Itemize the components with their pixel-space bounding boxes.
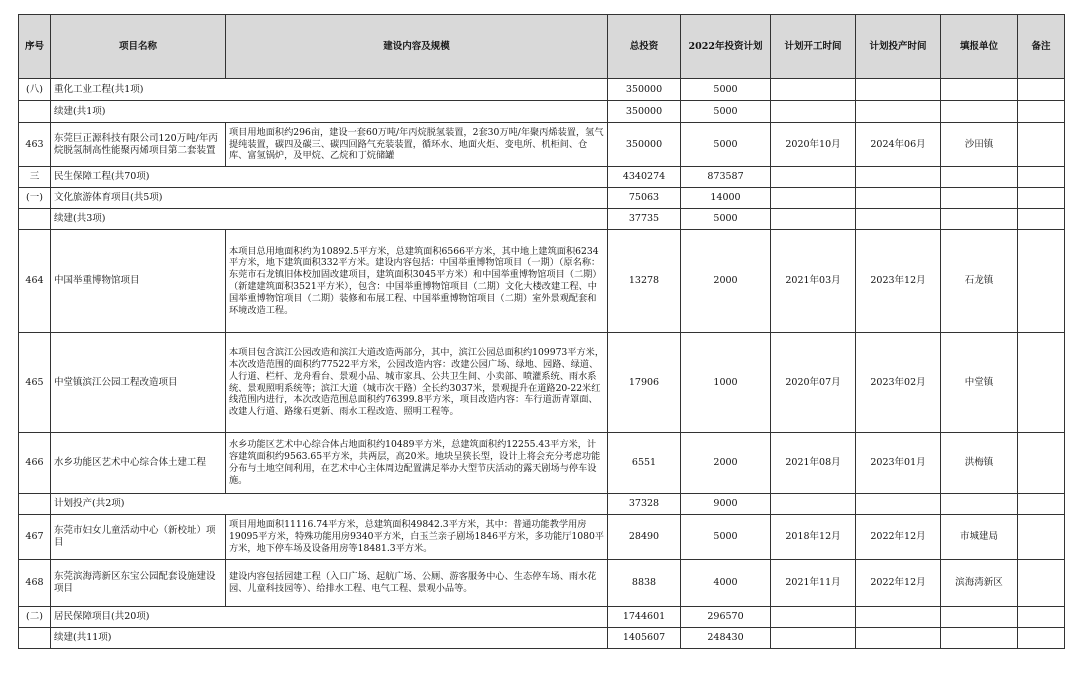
cell-finish: [856, 607, 941, 628]
table-row: [19, 433, 1065, 494]
cell-plan: 248430: [681, 628, 771, 649]
table-row: [19, 209, 1065, 230]
cell-finish: 2022年12月: [856, 560, 941, 607]
cell-plan: 4000: [681, 560, 771, 607]
cell-name: 东莞巨正源科技有限公司120万吨/年丙烷脱氢制高性能聚丙烯项目第二套装置: [51, 123, 226, 167]
cell-note: [1018, 188, 1065, 209]
cell-total: 28490: [608, 515, 681, 560]
cell-name: 居民保障项目(共20项): [51, 607, 608, 628]
table-row: [19, 607, 1065, 628]
cell-note: [1018, 607, 1065, 628]
cell-content: 建设内容包括园建工程（入口广场、起航广场、公厕、游客服务中心、生态停车场、雨水花园、儿童科技园等）、给排水工程、电气工程、景观小品等。: [226, 560, 608, 607]
cell-finish: [856, 101, 941, 123]
table-row: [19, 188, 1065, 209]
table-row: [19, 101, 1065, 123]
cell-plan: 5000: [681, 515, 771, 560]
cell-finish: 2023年02月: [856, 333, 941, 433]
cell-plan: 2000: [681, 230, 771, 333]
cell-note: [1018, 560, 1065, 607]
table-row: [19, 230, 1065, 333]
cell-plan: 1000: [681, 333, 771, 433]
cell-note: [1018, 209, 1065, 230]
header-finish: 计划投产时间: [856, 15, 941, 79]
cell-finish: [856, 209, 941, 230]
cell-content: 项目用地面积约296亩，建设一套60万吨/年丙烷脱氢装置，2套30万吨/年聚丙烯装置，氢气提纯装置，碳四及碳三、碳四回路气充装装置，循环水、地面火炬、变电所、机柜间、仓库、富氢锅炉，及甲烷、乙烷和丁烷储罐: [226, 123, 608, 167]
cell-total: 350000: [608, 101, 681, 123]
cell-total: 350000: [608, 123, 681, 167]
table-row: [19, 333, 1065, 433]
cell-unit: [941, 607, 1018, 628]
table-row: [19, 79, 1065, 101]
table-row: [19, 494, 1065, 515]
cell-total: 6551: [608, 433, 681, 494]
cell-plan: 5000: [681, 79, 771, 101]
cell-total: 8838: [608, 560, 681, 607]
cell-finish: [856, 167, 941, 188]
cell-start: [771, 101, 856, 123]
cell-seq: 三: [19, 167, 51, 188]
cell-finish: [856, 494, 941, 515]
cell-content: 本项目总用地面积约为10892.5平方米，总建筑面积6566平方米，其中地上建筑面积6234平方米，地下建筑面积332平方米。建设内容包括：中国举重博物馆项目（一期）（原名称：东莞市石龙镇旧体校加固改建项目，建筑面积3045平方米）和中国举重博物馆项目（二期）（新建建筑面积3521平方米），包含：中国举重博物馆项目（二期）文化大楼改建工程、中国举重博物馆项目（二期）装修和布展工程、中国举重博物馆项目（二期）室外景观配套和环境改造工程。: [226, 230, 608, 333]
cell-start: 2018年12月: [771, 515, 856, 560]
cell-total: 37328: [608, 494, 681, 515]
table-row: [19, 167, 1065, 188]
cell-name: 水乡功能区艺术中心综合体土建工程: [51, 433, 226, 494]
cell-start: 2021年03月: [771, 230, 856, 333]
header-plan2022: 2022年投资计划: [681, 15, 771, 79]
cell-total: 1744601: [608, 607, 681, 628]
cell-note: [1018, 494, 1065, 515]
cell-unit: [941, 79, 1018, 101]
cell-content: 项目用地面积11116.74平方米，总建筑面积49842.3平方米，其中：普通功能教学用房19095平方米，特殊功能用房9340平方米，白玉兰亲子剧场1846平方米，多功能厅1080平方米，地下停车场及设备用房等18481.3平方米。: [226, 515, 608, 560]
cell-plan: 5000: [681, 209, 771, 230]
cell-total: 350000: [608, 79, 681, 101]
cell-name: 续建(共11项): [51, 628, 608, 649]
cell-note: [1018, 515, 1065, 560]
cell-seq: [19, 209, 51, 230]
cell-finish: [856, 628, 941, 649]
header-content: 建设内容及规模: [226, 15, 608, 79]
table-row: [19, 515, 1065, 560]
table-row: [19, 628, 1065, 649]
table-row: [19, 560, 1065, 607]
cell-name: 民生保障工程(共70项): [51, 167, 608, 188]
cell-name: 计划投产(共2项): [51, 494, 608, 515]
cell-total: 13278: [608, 230, 681, 333]
cell-note: [1018, 333, 1065, 433]
cell-start: [771, 188, 856, 209]
header-seq: 序号: [19, 15, 51, 79]
cell-unit: [941, 101, 1018, 123]
cell-start: 2021年08月: [771, 433, 856, 494]
header-note: 备注: [1018, 15, 1065, 79]
cell-seq: [19, 628, 51, 649]
cell-plan: 14000: [681, 188, 771, 209]
cell-seq: [19, 101, 51, 123]
investment-table: [18, 14, 1065, 649]
cell-plan: 2000: [681, 433, 771, 494]
cell-unit: 中堂镇: [941, 333, 1018, 433]
cell-unit: 沙田镇: [941, 123, 1018, 167]
cell-seq: 466: [19, 433, 51, 494]
cell-name: 续建(共1项): [51, 101, 608, 123]
cell-finish: 2023年12月: [856, 230, 941, 333]
cell-unit: [941, 494, 1018, 515]
cell-seq: 464: [19, 230, 51, 333]
cell-note: [1018, 433, 1065, 494]
cell-note: [1018, 230, 1065, 333]
cell-finish: 2023年01月: [856, 433, 941, 494]
cell-start: [771, 628, 856, 649]
cell-unit: [941, 628, 1018, 649]
cell-unit: 洪梅镇: [941, 433, 1018, 494]
cell-total: 1405607: [608, 628, 681, 649]
cell-start: [771, 167, 856, 188]
cell-plan: 5000: [681, 123, 771, 167]
cell-name: 续建(共3项): [51, 209, 608, 230]
cell-plan: 9000: [681, 494, 771, 515]
cell-plan: 296570: [681, 607, 771, 628]
header-unit: 填报单位: [941, 15, 1018, 79]
cell-finish: 2024年06月: [856, 123, 941, 167]
cell-note: [1018, 101, 1065, 123]
cell-seq: [19, 494, 51, 515]
cell-unit: 石龙镇: [941, 230, 1018, 333]
cell-start: [771, 79, 856, 101]
cell-plan: 873587: [681, 167, 771, 188]
cell-seq: 465: [19, 333, 51, 433]
cell-seq: (一): [19, 188, 51, 209]
cell-name: 东莞市妇女儿童活动中心（新校址）项目: [51, 515, 226, 560]
cell-unit: [941, 167, 1018, 188]
cell-total: 4340274: [608, 167, 681, 188]
cell-name: 重化工业工程(共1项): [51, 79, 608, 101]
cell-start: 2020年07月: [771, 333, 856, 433]
cell-total: 75063: [608, 188, 681, 209]
cell-unit: [941, 188, 1018, 209]
cell-name: 中国举重博物馆项目: [51, 230, 226, 333]
cell-note: [1018, 167, 1065, 188]
cell-content: 本项目包含滨江公园改造和滨江大道改造两部分，其中，滨江公园总面积约109973平方米，本次改造范围的面积约77522平方米，公园改造内容：改建公园广场、绿地、园路、绿道、人行道、栏杆、龙舟看台、景观小品、城市家具、公共卫生间、小卖部、喷灌系统、雨水系统、景观照明系统等；滨江大道（城市次干路）全长约3037米，景观提升在道路20-22米红线范围内进行，本次改造范围总面积约76399.8平方米，项目改造内容：车行道沥青罩面、改建人行道、路缘石更新、雨水工程改造、照明工程等。: [226, 333, 608, 433]
cell-note: [1018, 79, 1065, 101]
cell-total: 37735: [608, 209, 681, 230]
cell-start: 2021年11月: [771, 560, 856, 607]
cell-finish: 2022年12月: [856, 515, 941, 560]
header-total: 总投资: [608, 15, 681, 79]
cell-note: [1018, 123, 1065, 167]
cell-unit: 市城建局: [941, 515, 1018, 560]
cell-seq: (八): [19, 79, 51, 101]
header-row: [19, 15, 1065, 79]
cell-seq: 463: [19, 123, 51, 167]
cell-content: 水乡功能区艺术中心综合体占地面积约10489平方米，总建筑面积约12255.43平方米，计容建筑面积约9563.65平方米，共两层，高20米。地块呈狭长型，设计上将会充分考虑功能分布与土地空间利用，在艺术中心主体周边配置满足举办大型节庆活动的露天剧场与停车设施。: [226, 433, 608, 494]
header-start: 计划开工时间: [771, 15, 856, 79]
cell-plan: 5000: [681, 101, 771, 123]
cell-start: [771, 494, 856, 515]
cell-unit: [941, 209, 1018, 230]
cell-seq: 467: [19, 515, 51, 560]
cell-total: 17906: [608, 333, 681, 433]
cell-start: 2020年10月: [771, 123, 856, 167]
cell-start: [771, 607, 856, 628]
cell-name: 文化旅游体育项目(共5项): [51, 188, 608, 209]
cell-name: 中堂镇滨江公园工程改造项目: [51, 333, 226, 433]
header-name: 项目名称: [51, 15, 226, 79]
cell-finish: [856, 188, 941, 209]
cell-unit: 滨海湾新区: [941, 560, 1018, 607]
cell-note: [1018, 628, 1065, 649]
cell-start: [771, 209, 856, 230]
cell-finish: [856, 79, 941, 101]
cell-seq: 468: [19, 560, 51, 607]
table-row: [19, 123, 1065, 167]
cell-name: 东莞滨海湾新区东宝公园配套设施建设项目: [51, 560, 226, 607]
cell-seq: (二): [19, 607, 51, 628]
